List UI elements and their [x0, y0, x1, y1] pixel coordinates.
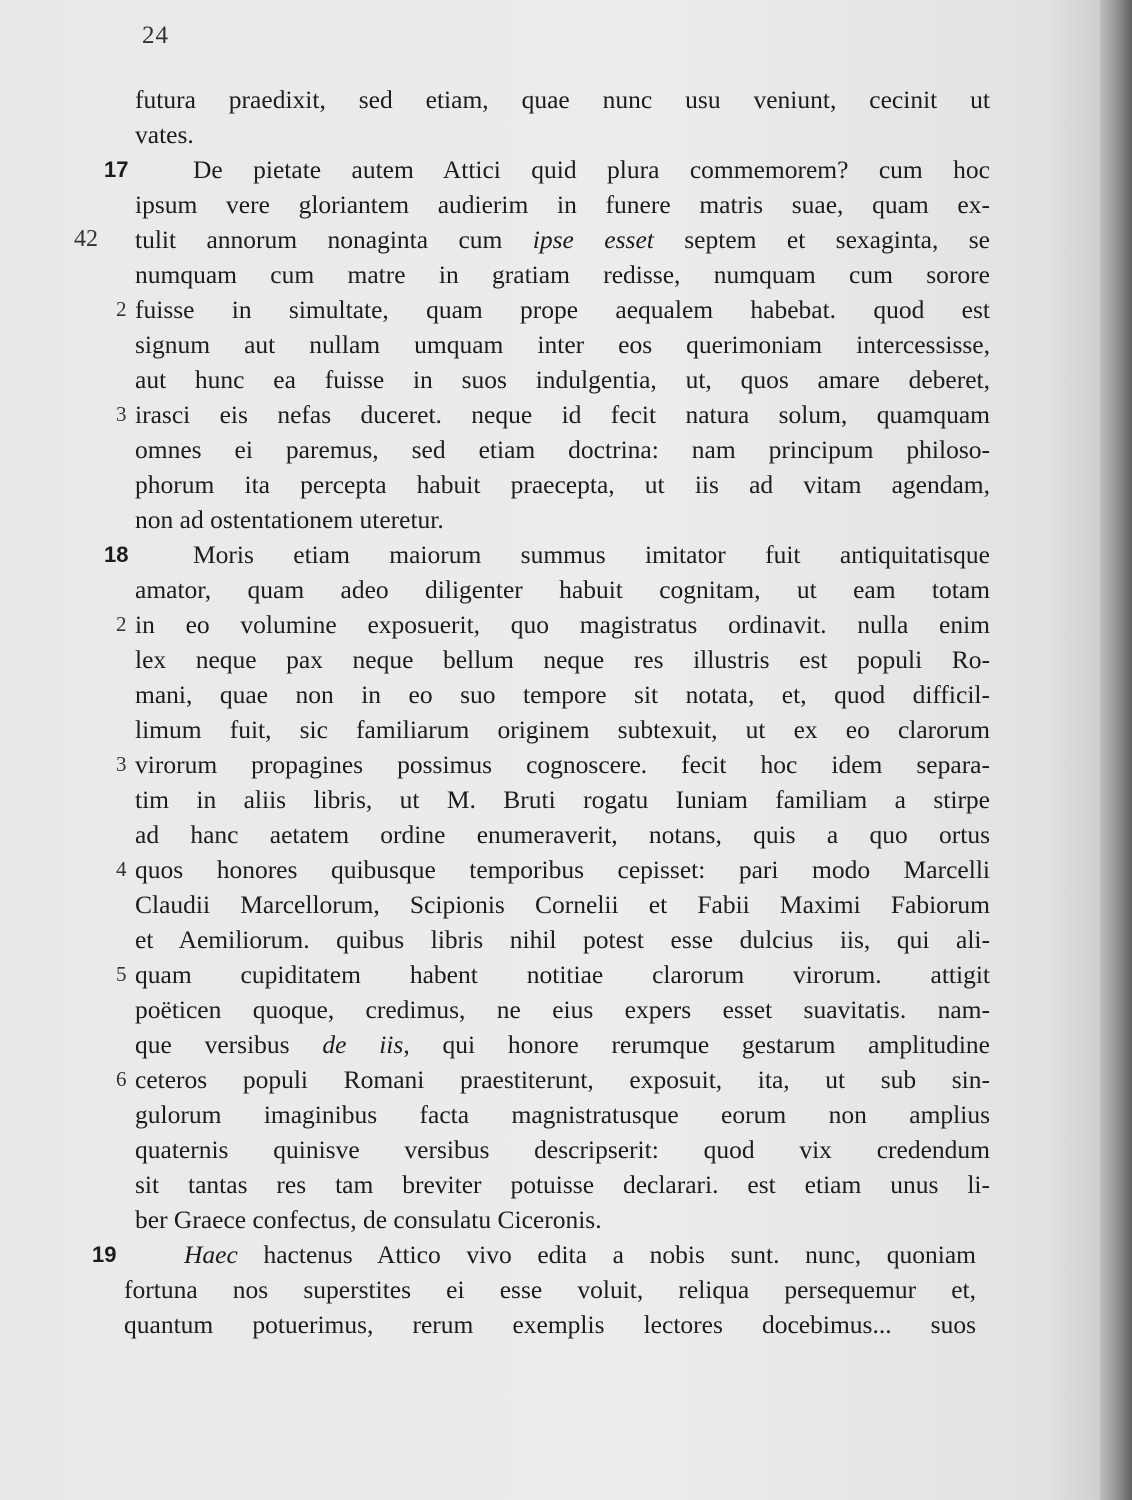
line-text: tim in aliis libris, ut M. Bruti rogatu Iuniam familiam a stirpe — [135, 785, 990, 814]
line-text: Moris etiam maiorum summus imitator fuit antiquitatisque — [193, 540, 990, 569]
line-text: ceteros populi Romani praestiterunt, exposuit, ita, ut sub sin- — [135, 1065, 990, 1094]
line-text: fortuna nos superstites ei esse voluit, reliqua persequemur et, — [124, 1275, 976, 1304]
text-line — [0, 1202, 1100, 1237]
section-number: 3 — [116, 402, 127, 426]
chapter-number: 19 — [92, 1242, 117, 1267]
line-text: limum fuit, sic familiarum originem subtexuit, ut ex eo clarorum — [135, 715, 990, 744]
text-line — [0, 887, 1100, 922]
text-line — [0, 117, 1100, 152]
section-number: 4 — [116, 857, 127, 881]
line-text: que versibus de iis, qui honore rerumque gestarum amplitudine — [135, 1030, 990, 1059]
line-text: vates. — [135, 120, 194, 149]
line-text: quaternis quinisve versibus descripserit: quod vix credendum — [135, 1135, 990, 1164]
line-text: quos honores quibusque temporibus cepisset: pari modo Marcelli — [135, 855, 990, 884]
text-line — [0, 82, 1100, 117]
chapter-number: 18 — [104, 542, 129, 567]
line-text: futura praedixit, sed etiam, quae nunc usu veniunt, cecinit ut — [135, 85, 990, 114]
section-number: 5 — [116, 962, 127, 986]
text-line — [0, 572, 1100, 607]
line-text: lex neque pax neque bellum neque res illustris est populi Ro- — [135, 645, 990, 674]
section-number: 3 — [116, 752, 127, 776]
page-edge-shadow — [1100, 0, 1132, 1500]
text-line — [0, 432, 1100, 467]
line-text: sit tantas res tam breviter potuisse declarari. est etiam unus li- — [135, 1170, 990, 1199]
line-text: in eo volumine exposuerit, quo magistratus ordinavit. nulla enim — [135, 610, 990, 639]
line-text: Claudii Marcellorum, Scipionis Cornelii et Fabii Maximi Fabiorum — [135, 890, 990, 919]
text-line — [0, 1167, 1100, 1202]
line-text: ber Graece confectus, de consulatu Ciceronis. — [135, 1205, 602, 1234]
text-line — [0, 712, 1100, 747]
text-line — [0, 1027, 1100, 1062]
italic-text: ipse esset — [532, 225, 654, 254]
italic-text: Haec — [184, 1240, 238, 1269]
line-text: ad hanc aetatem ordine enumeraverit, notans, quis a quo ortus — [135, 820, 990, 849]
line-text: mani, quae non in eo suo tempore sit notata, et, quod difficil- — [135, 680, 990, 709]
line-text: non ad ostentationem uteretur. — [135, 505, 444, 534]
page-number: 24 — [142, 22, 169, 49]
text-line — [0, 502, 1100, 537]
text-line — [0, 1272, 1100, 1307]
line-text: quam cupiditatem habent notitiae clarorum virorum. attigit — [135, 960, 990, 989]
line-text: irasci eis nefas duceret. neque id fecit natura solum, quamquam — [135, 400, 990, 429]
section-number: 2 — [116, 612, 127, 636]
line-text: phorum ita percepta habuit praecepta, ut iis ad vitam agendam, — [135, 470, 990, 499]
text-line — [0, 1307, 1100, 1342]
text-line — [0, 782, 1100, 817]
text-line — [0, 397, 1100, 432]
text-line — [0, 852, 1100, 887]
line-text: tulit annorum nonaginta cum ipse esset septem et sexaginta, se — [135, 225, 990, 254]
text-line — [0, 642, 1100, 677]
line-text: De pietate autem Attici quid plura commemorem? cum hoc — [193, 155, 990, 184]
text-line — [0, 467, 1100, 502]
text-line — [0, 222, 1100, 257]
edition-page-reference: 42 — [74, 226, 98, 252]
line-text: poëticen quoque, credimus, ne eius expers esset suavitatis. nam- — [135, 995, 990, 1024]
line-text: Haec hactenus Attico vivo edita a nobis sunt. nunc, quoniam — [184, 1240, 976, 1269]
line-text: numquam cum matre in gratiam redisse, numquam cum sorore — [135, 260, 990, 289]
line-text: aut hunc ea fuisse in suos indulgentia, ut, quos amare deberet, — [135, 365, 990, 394]
text-line — [0, 992, 1100, 1027]
section-number: 2 — [116, 297, 127, 321]
text-line — [0, 1132, 1100, 1167]
text-line — [0, 1097, 1100, 1132]
line-text: signum aut nullam umquam inter eos querimoniam intercessisse, — [135, 330, 990, 359]
text-line — [0, 1237, 1100, 1272]
section-number: 6 — [116, 1067, 127, 1091]
text-line — [0, 607, 1100, 642]
line-text: ipsum vere gloriantem audierim in funere matris suae, quam ex- — [135, 190, 990, 219]
line-text: amator, quam adeo diligenter habuit cognitam, ut eam totam — [135, 575, 990, 604]
text-line — [0, 817, 1100, 852]
text-line — [0, 747, 1100, 782]
text-line — [0, 292, 1100, 327]
text-line — [0, 957, 1100, 992]
text-line — [0, 362, 1100, 397]
line-text: fuisse in simultate, quam prope aequalem habebat. quod est — [135, 295, 990, 324]
italic-text: de iis — [322, 1030, 404, 1059]
text-line — [0, 187, 1100, 222]
text-line — [0, 677, 1100, 712]
text-line — [0, 537, 1100, 572]
text-line — [0, 257, 1100, 292]
line-text: quantum potuerimus, rerum exemplis lectores docebimus... suos — [124, 1310, 976, 1339]
line-text: virorum propagines possimus cognoscere. fecit hoc idem separa- — [135, 750, 990, 779]
line-text: gulorum imaginibus facta magnistratusque eorum non amplius — [135, 1100, 990, 1129]
text-line — [0, 1062, 1100, 1097]
text-block — [0, 82, 1100, 1342]
chapter-number: 17 — [104, 157, 129, 182]
text-line — [0, 327, 1100, 362]
line-text: omnes ei paremus, sed etiam doctrina: nam principum philoso- — [135, 435, 990, 464]
text-line — [0, 922, 1100, 957]
line-text: et Aemiliorum. quibus libris nihil potest esse dulcius iis, qui ali- — [135, 925, 990, 954]
text-line — [0, 152, 1100, 187]
